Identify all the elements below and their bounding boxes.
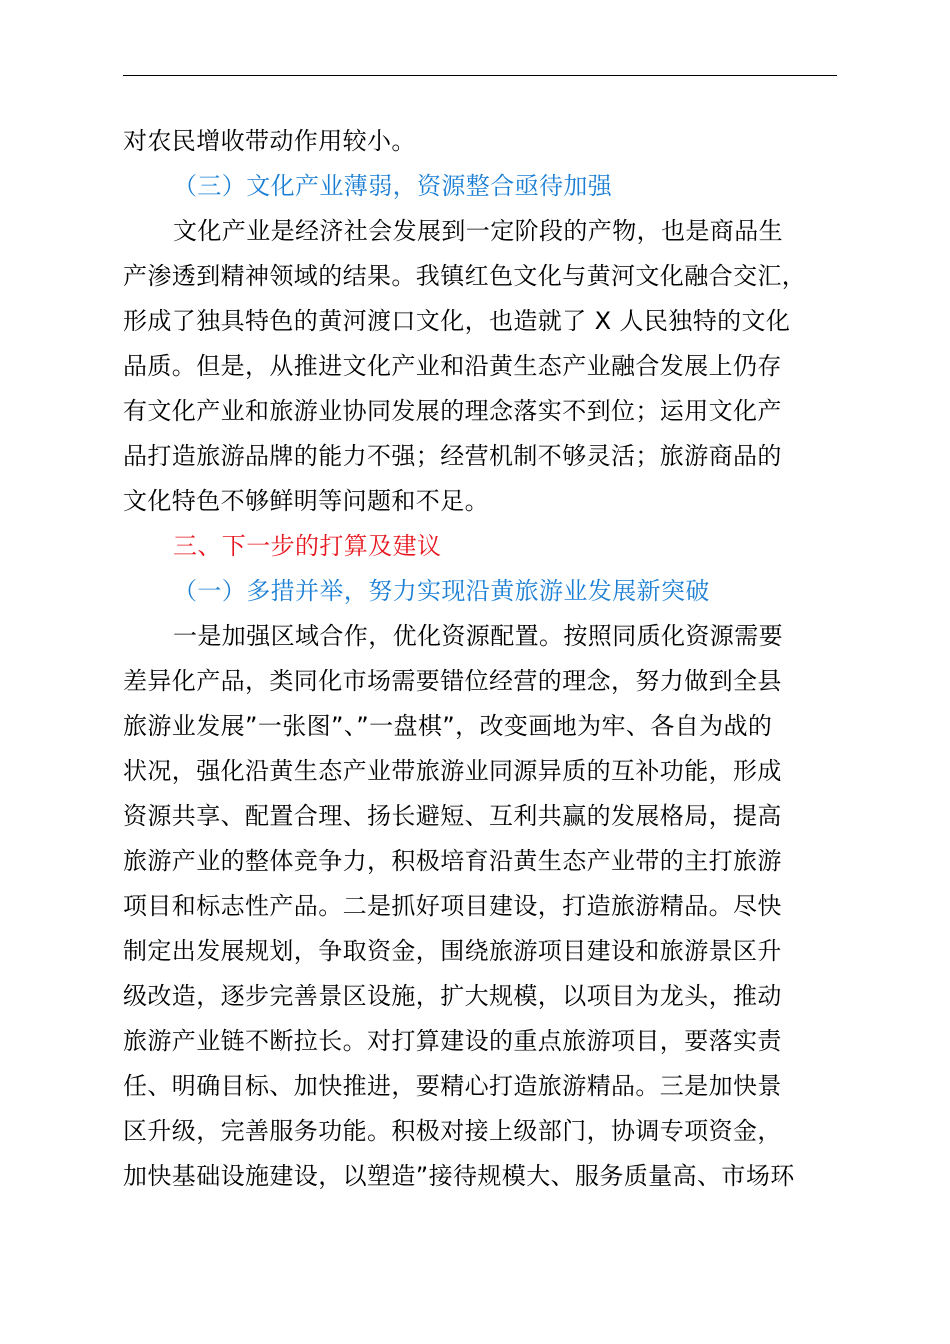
section-heading-next-steps: 三、下一步的打算及建议 (173, 532, 442, 560)
paragraph-line: 级改造，逐步完善景区设施，扩大规模，以项目为龙头，推动 (123, 982, 782, 1010)
paragraph-line: 旅游产业链不断拉长。对打算建设的重点旅游项目，要落实责 (123, 1027, 782, 1055)
paragraph-line: 品打造旅游品牌的能力不强；经营机制不够灵活；旅游商品的 (123, 442, 782, 470)
paragraph-line: 区升级，完善服务功能。积极对接上级部门，协调专项资金， (123, 1117, 782, 1145)
paragraph-line: 一是加强区域合作，优化资源配置。按照同质化资源需要 (173, 622, 783, 650)
paragraph-line: 文化产业是经济社会发展到一定阶段的产物，也是商品生 (173, 217, 783, 245)
paragraph-line: 任、明确目标、加快推进，要精心打造旅游精品。三是加快景 (123, 1072, 782, 1100)
paragraph-line: 制定出发展规划，争取资金，围绕旅游项目建设和旅游景区升 (123, 937, 782, 965)
subheading-tourism-breakthrough: （一）多措并举，努力实现沿黄旅游业发展新突破 (173, 577, 710, 605)
paragraph-line: 旅游业发展”一张图”、”一盘棋”，改变画地为牢、各自为战的 (123, 712, 773, 740)
paragraph-line: 加快基础设施建设，以塑造”接待规模大、服务质量高、市场环 (123, 1162, 795, 1190)
paragraph-line: 文化特色不够鲜明等问题和不足。 (123, 487, 489, 515)
paragraph-line: 品质。但是，从推进文化产业和沿黄生态产业融合发展上仍存 (123, 352, 782, 380)
paragraph-line: 旅游产业的整体竞争力，积极培育沿黄生态产业带的主打旅游 (123, 847, 782, 875)
paragraph-line: 有文化产业和旅游业协同发展的理念落实不到位；运用文化产 (123, 397, 782, 425)
document-body (123, 119, 837, 1199)
paragraph-line: 状况，强化沿黄生态产业带旅游业同源异质的互补功能，形成 (123, 757, 782, 785)
paragraph-line: 形成了独具特色的黄河渡口文化，也造就了 X 人民独特的文化 (123, 307, 791, 335)
header-rule (123, 75, 837, 76)
paragraph-line: 产渗透到精神领域的结果。我镇红色文化与黄河文化融合交汇， (123, 262, 807, 290)
paragraph-line: 对农民增收带动作用较小。 (123, 127, 416, 155)
paragraph-line: 项目和标志性产品。二是抓好项目建设，打造旅游精品。尽快 (123, 892, 782, 920)
paragraph-line: 资源共享、配置合理、扬长避短、互利共赢的发展格局，提高 (123, 802, 782, 830)
subheading-culture-industry: （三）文化产业薄弱，资源整合亟待加强 (173, 172, 613, 200)
paragraph-line: 差异化产品，类同化市场需要错位经营的理念，努力做到全县 (123, 667, 782, 695)
